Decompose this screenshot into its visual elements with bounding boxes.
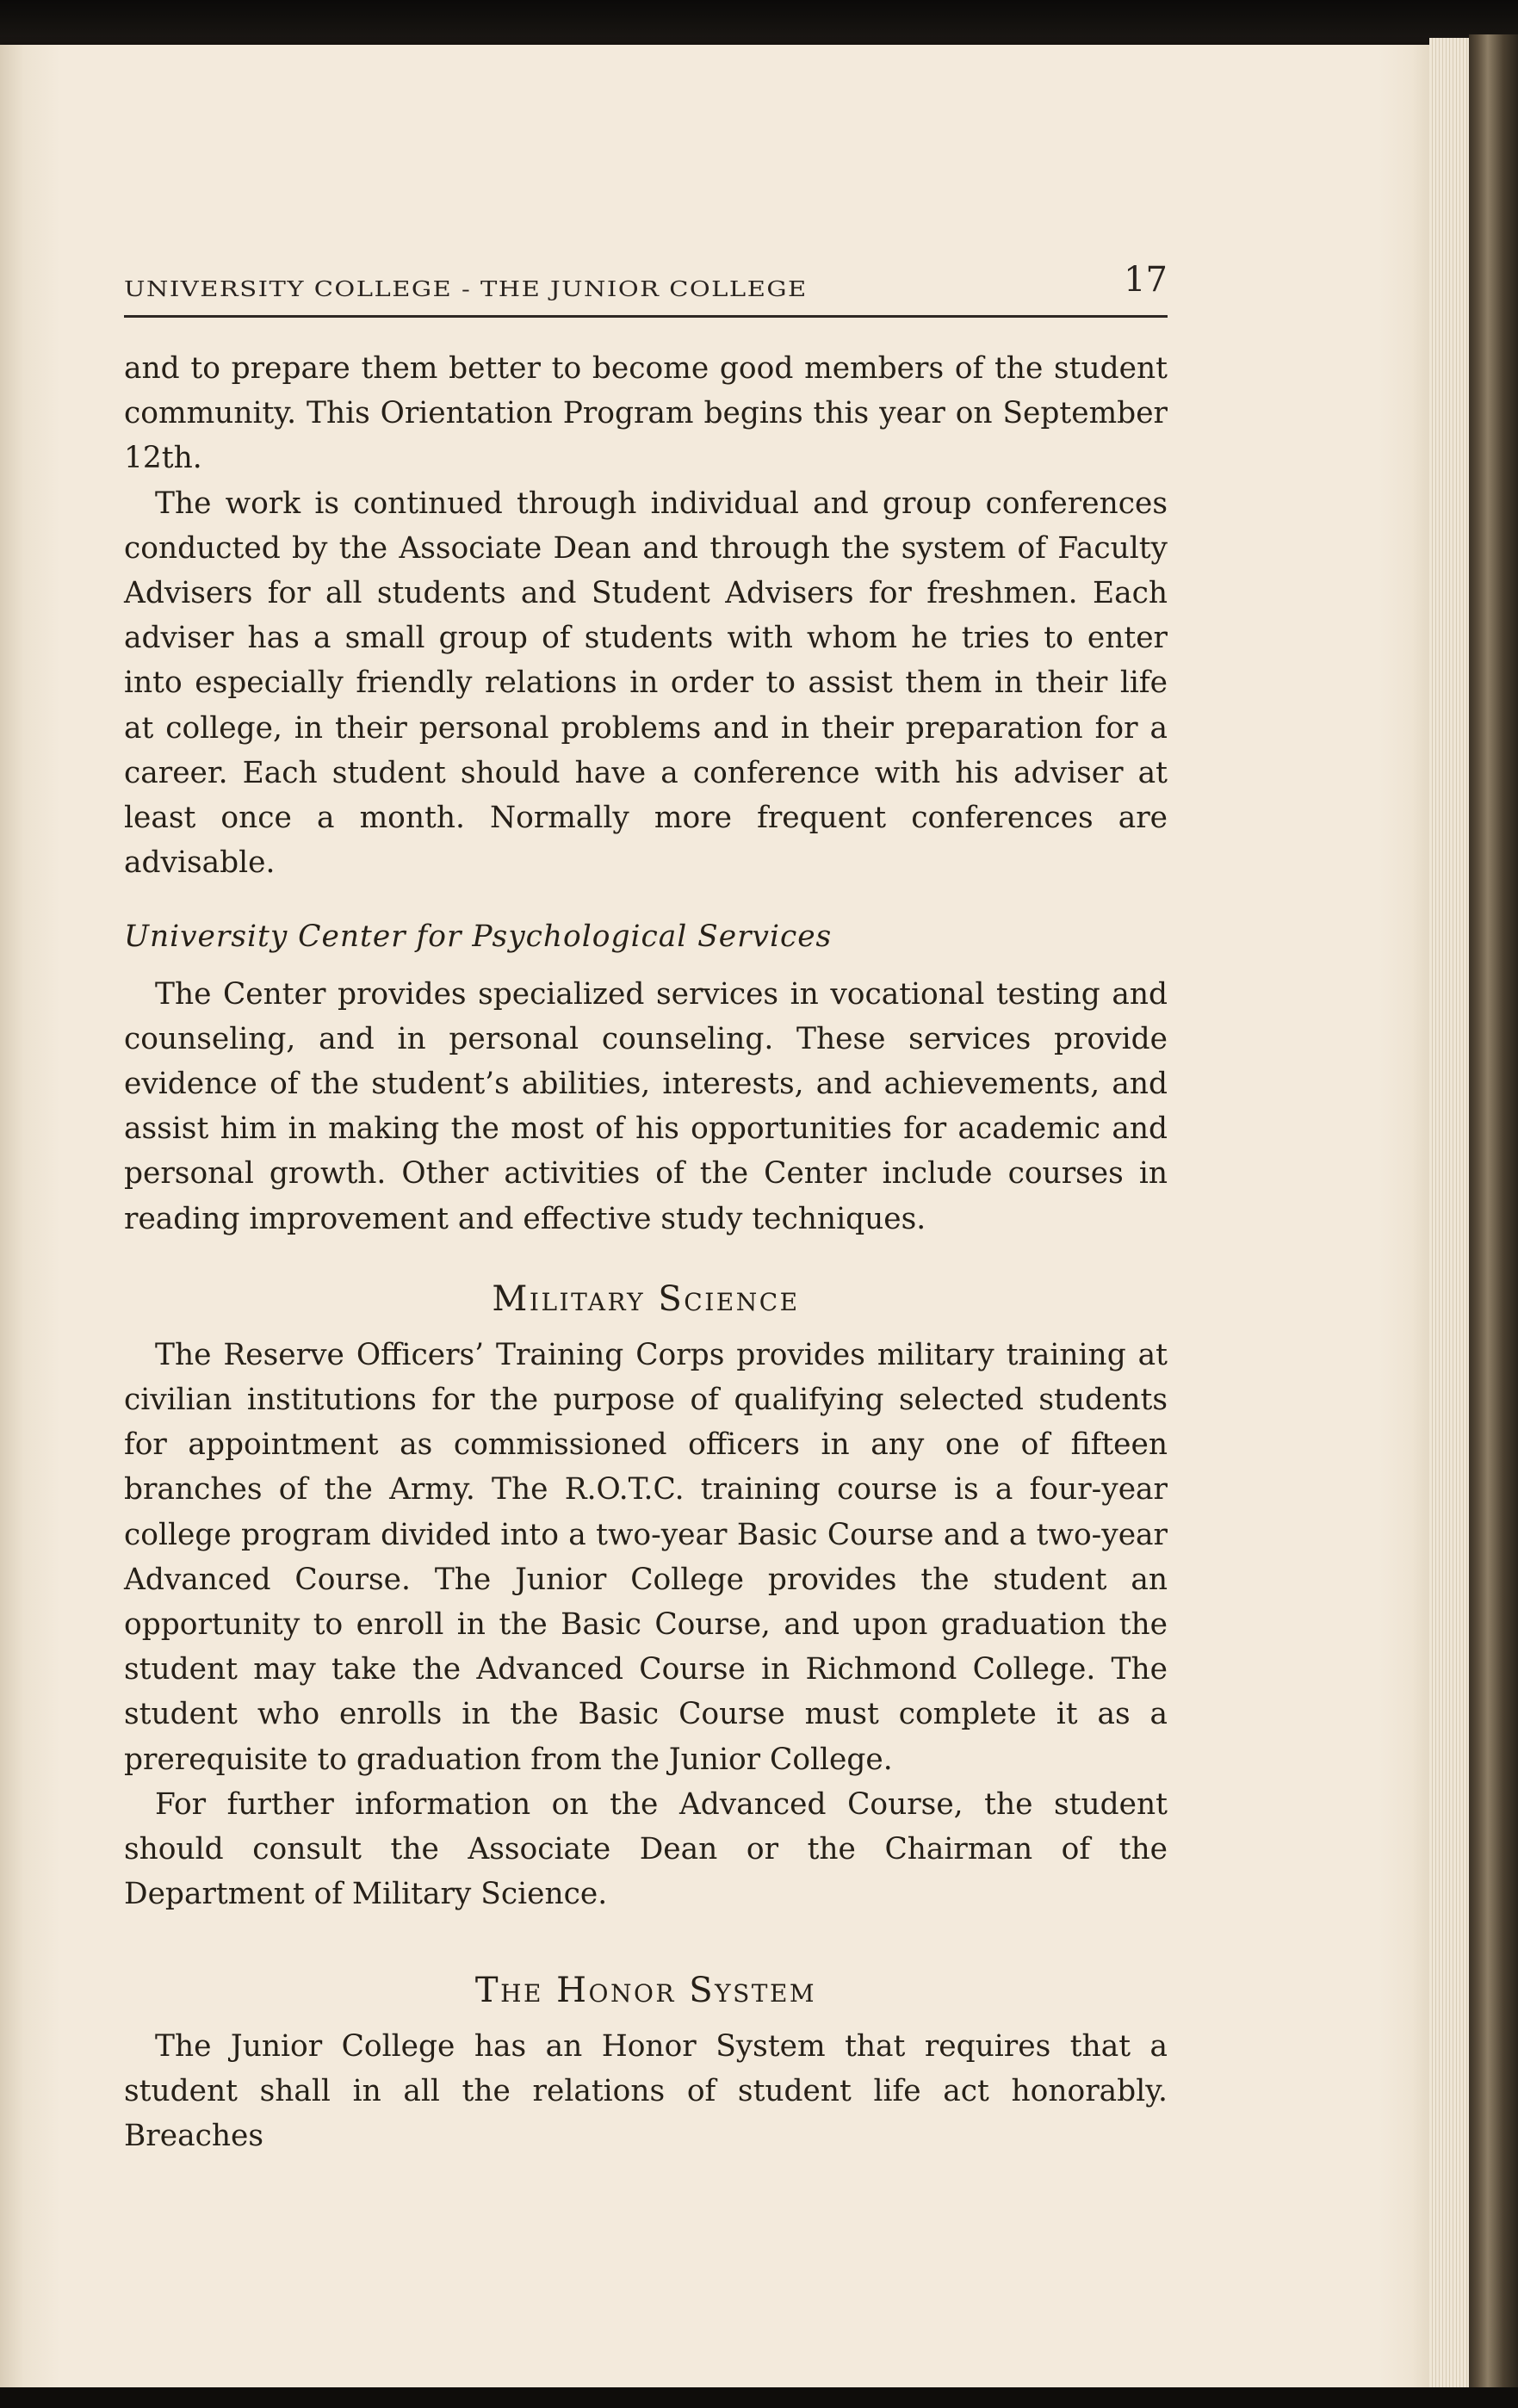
paragraph-orientation: and to prepare them better to become good members of the student community. This Orientation Program begins this year on September 12th. <box>124 351 1168 476</box>
page-edges <box>1429 38 1469 2393</box>
book-binding <box>1469 34 1518 2398</box>
page-body <box>124 346 1168 2158</box>
header-rule <box>124 315 1168 318</box>
paragraph-advanced-course: For further information on the Advanced Course, the student should consult the Associate Dean or the Chairman of the Department of Military Science. <box>124 1786 1168 1912</box>
paragraph-center-services: The Center provides specialized services in vocational testing and counseling, and in personal counseling. These services provide evidence of the student’s abilities, interests, and achievements, and assist him in making the most of his opportunities for academic and personal growth. Other activities of the Center include courses in reading improvement and effective study techniques. <box>124 976 1168 1236</box>
paragraph-rotc: The Reserve Officers’ Training Corps provides military training at civilian institutions for the purpose of qualifying selected students for appointment as commissioned officers in any one of fifteen branches of the Army. The R.O.T.C. training course is a four-year college program divided into a two-year Basic Course and a two-year Advanced Course. The Junior College provides the student an opportunity to enroll in the Basic Course, and upon graduation the student may take the Advanced Course in Richmond College. The student who enrolls in the Basic Course must complete it as a prerequisite to graduation from the Junior College. <box>124 1337 1168 1777</box>
page-number: 17 <box>1124 260 1168 300</box>
scan-top-border <box>0 0 1518 52</box>
paragraph-honor-system: The Junior College has an Honor System that requires that a student shall in all the relations of student life act honorably. Breaches <box>124 2028 1168 2153</box>
subheading-psychological-services: University Center for Psychological Services <box>124 919 833 955</box>
paragraph-advisers: The work is continued through individual and group conferences conducted by the Associate Dean and through the system of Faculty Advisers for all students and Student Advisers for freshmen. Each adviser has a small group of students with whom he tries to enter into especially friendly relations in order to assist them in their life at college, in their personal problems and in their preparation for a career. Each student should have a conference with his adviser at least once a month. Normally more frequent conferences are advisable. <box>124 486 1168 881</box>
page-header <box>124 258 1168 319</box>
heading-honor-system: The Honor System <box>474 1970 817 2010</box>
running-head: UNIVERSITY COLLEGE - THE JUNIOR COLLEGE <box>124 276 808 301</box>
heading-military-science: Military Science <box>492 1278 800 1319</box>
scan-bottom-border <box>0 2387 1518 2408</box>
